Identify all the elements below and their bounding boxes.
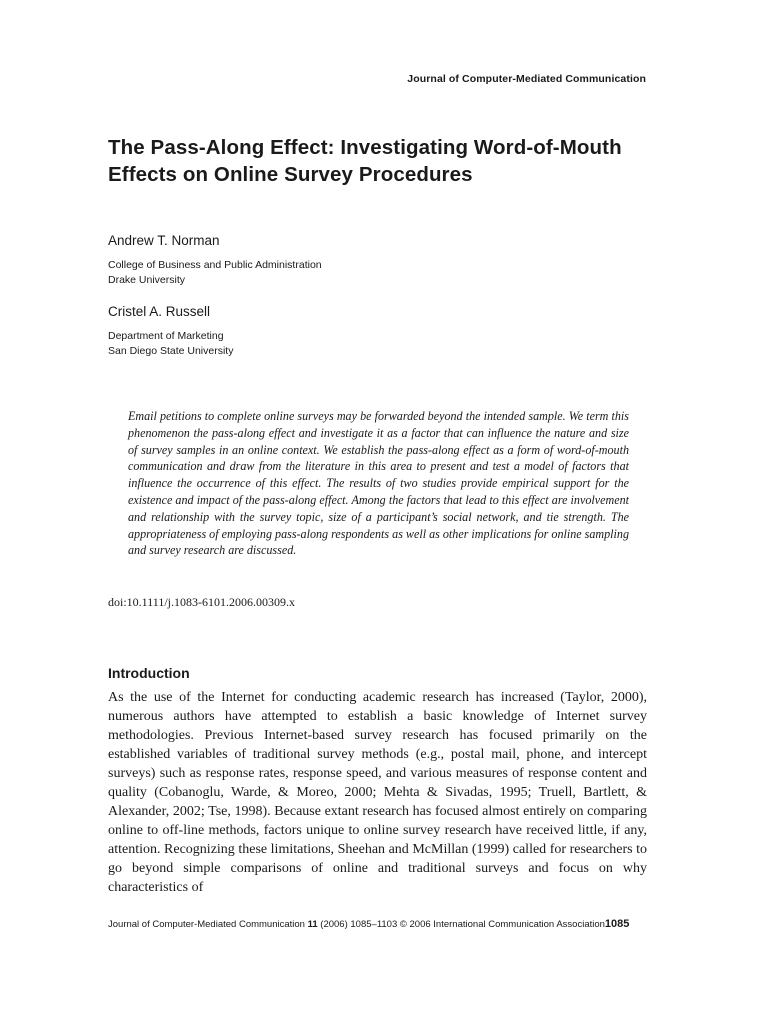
body-paragraph: As the use of the Internet for conducting academic research has increased (Taylor, 2000), numerous authors have attempted to establish a basic knowledge of Internet survey methodologies. Previous Internet-based survey research has focused primarily on the established variables of traditional survey methods (e.g., postal mail, phone, and intercept surveys) such as response rates, response speed, and various measures of response content and quality (Cobanoglu, Warde, & Moreo, 2000; Mehta & Sivadas, 1995; Truell, Bartlett, & Alexander, 2002; Tse, 1998). Because extant research has focused almost entirely on comparing online to off-line methods, factors unique to online survey research have received little, if any, attention. Recognizing these limitations, Sheehan and McMillan (1999) called for researchers to go beyond simple comparisons of online and traditional surveys and focus on why characteristics of	[108, 690, 647, 896]
running-head: Journal of Computer-Mediated Communication	[407, 73, 646, 85]
author-affiliation	[108, 258, 322, 288]
affiliation-line: Drake University	[108, 274, 186, 286]
affiliation-line: Department of Marketing	[108, 330, 224, 342]
doi: doi:10.1111/j.1083-6101.2006.00309.x	[108, 595, 295, 609]
page-number: 1085	[604, 918, 630, 930]
affiliation-line: College of Business and Public Administration	[108, 259, 322, 271]
footer-year-pages: (2006) 1085–1103 © 2006 International Communication Association	[320, 919, 605, 930]
author-name: Andrew T. Norman	[108, 233, 220, 248]
author-affiliation	[108, 329, 233, 359]
footer-journal: Journal of Computer-Mediated Communication	[108, 919, 305, 930]
article-title: The Pass-Along Effect: Investigating Word-of-Mouth Effects on Online Survey Procedures	[108, 136, 622, 186]
page-footer	[108, 918, 649, 930]
section-heading: Introduction	[108, 665, 190, 681]
footer-volume: 11	[307, 919, 318, 930]
author-name: Cristel A. Russell	[108, 304, 211, 319]
abstract: Email petitions to complete online surveys may be forwarded beyond the intended sample. We term this phenomenon the pass-along effect and investigate it as a factor that can influence the nature and size of survey samples in an online context. We establish the pass-along effect as a form of word-of-mouth communication and draw from the literature in this area to present and test a model of factors that influence the occurrence of this effect. The results of two studies provide empirical support for the existence and impact of the pass-along effect. Among the factors that lead to this effect are involvement and relationship with the survey topic, size of a participant’s social network, and tie strength. The appropriateness of employing pass-along respondents as well as other implications for online sampling and survey research are discussed.	[128, 409, 629, 558]
affiliation-line: San Diego State University	[108, 345, 234, 357]
